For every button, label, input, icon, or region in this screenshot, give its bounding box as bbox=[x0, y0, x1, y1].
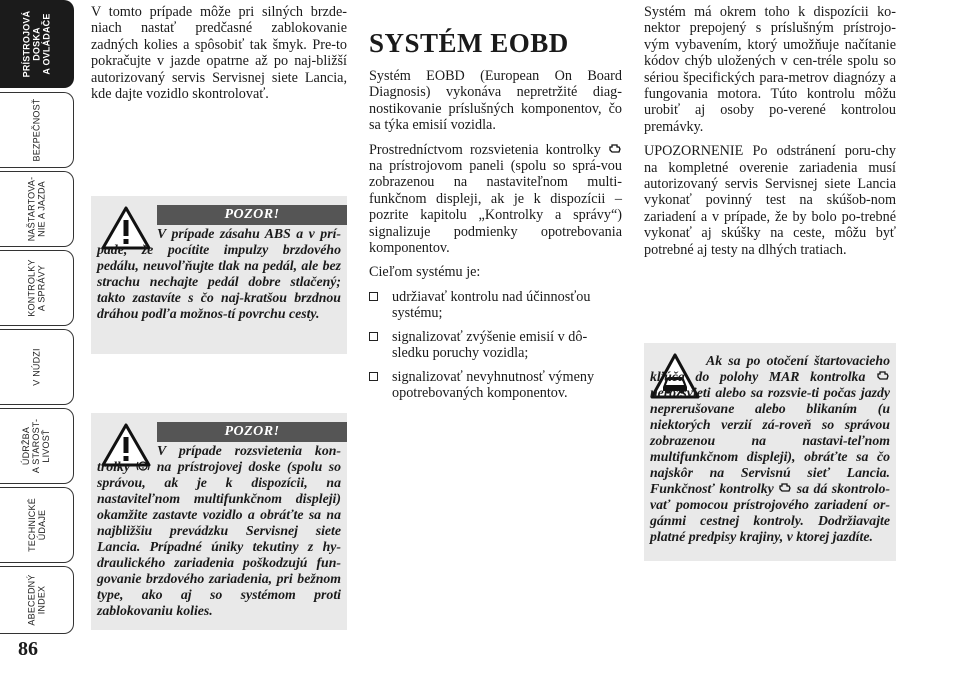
tab-abecedny-index[interactable] bbox=[0, 566, 74, 634]
tab-kontrolky[interactable] bbox=[0, 250, 74, 326]
tab-technicke-udaje[interactable] bbox=[0, 487, 74, 563]
tab-label: ÚDRŽBA A STAROST- LIVOSŤ bbox=[21, 418, 52, 474]
warning-title: POZOR! bbox=[157, 205, 347, 225]
list-item: signalizovať nevyhnutnosť výmeny opotrebovaných komponentov. bbox=[369, 369, 622, 402]
page-number: 86 bbox=[18, 638, 38, 660]
tab-label: KONTROLKY A SPRÁVY bbox=[26, 259, 47, 317]
chapter-tabs bbox=[0, 0, 78, 640]
goals-list bbox=[369, 289, 622, 401]
list-item: signalizovať zvýšenie emisií v dô-sledku poruchy vozidla; bbox=[369, 329, 622, 362]
paragraph: Systém má okrem toho k dispozícii ko-nektor prepojený s príslušným prístrojo-vým vybavením, ktorý umožňuje načítanie kódov chýb uložených v cen-tréle spolu so sériou špecifických para-metrov diagnózy a fungovania motora. Túto kontrolu môžu urobiť aj osoby po-verené kontrolou premávky. bbox=[644, 4, 896, 135]
paragraph: Cieľom systému je: bbox=[369, 264, 481, 281]
column-left bbox=[91, 4, 347, 110]
warning-box-eobd bbox=[644, 343, 896, 561]
tab-label: BEZPEČNOSŤ bbox=[31, 98, 42, 162]
brake-fault-icon bbox=[136, 460, 150, 472]
tab-label: V NÚDZI bbox=[31, 348, 42, 386]
tab-label: NAŠTARTOVA- NIE A JAZDA bbox=[26, 176, 47, 242]
tab-nastartovanie[interactable] bbox=[0, 171, 74, 247]
checkbox-bullet-icon bbox=[369, 292, 378, 301]
tab-udrzba[interactable] bbox=[0, 408, 74, 484]
paragraph: Systém EOBD (European On Board Diagnosis) vykonáva nepretržité diag-nostikovanie príslušných komponentov, čo sa týka emisií vozidla. bbox=[369, 68, 622, 134]
tab-label: PRÍSTROJOVÁ DOSKA A OVLÁDAČE bbox=[21, 10, 52, 78]
list-item: udržiavať kontrolu nad účinnosťou systému; bbox=[369, 289, 622, 322]
engine-check-icon bbox=[778, 482, 792, 494]
intro-paragraph: V tomto prípade môže pri silných brzde-niach nastať predčasné zablokovanie zadných kolies a spôsobiť tak šmyk. Pre-to pokračujte v jazde opatrne až po naj-bližší autorizovaný servis Servisnej siete Lancia, kde dajte vozidlo skontrolovať. bbox=[91, 4, 347, 103]
warning-title: POZOR! bbox=[157, 422, 347, 442]
note-paragraph: UPOZORNENIE Po odstránení poru-chy na kompletné overenie zariadenia musí autorizovaný servis Servisnej siete Lancia vykonať povinný test na skúšob-nom zariadení a v prípade, že by bolo po-trebné vykonať aj skúšky na ceste, môžu byť potrebné aj testy na dlhých tratiach. bbox=[644, 143, 896, 258]
warning-box-abs bbox=[91, 196, 347, 354]
section-heading: SYSTÉM EOBD bbox=[369, 28, 569, 58]
checkbox-bullet-icon bbox=[369, 372, 378, 381]
warning-box-brake-fluid bbox=[91, 413, 347, 630]
checkbox-bullet-icon bbox=[369, 332, 378, 341]
tab-bezpecnost[interactable] bbox=[0, 92, 74, 168]
warning-text: V prípade rozsvietenia kon-trolky na prístrojovej doske (spolu so správou, ak je k dispozícii, na nastaviteľnom multifunkčnom displeji) okamžite zastavte vozidlo a obráťte sa na najbližšiu prevádzku Servisnej siete Lancia. Prípadné úniky tekutiny z hy-draulického zariadenia poškodzujú fun-govanie brzdového zariadenia, pri bežnom type, ako aj so systémom proti zablokovaniu kolies. bbox=[97, 443, 341, 618]
tab-label: TECHNICKÉ ÚDAJE bbox=[26, 498, 47, 552]
engine-check-icon bbox=[876, 370, 890, 382]
column-middle bbox=[369, 28, 622, 408]
tab-pristrojova-doska[interactable] bbox=[0, 0, 74, 88]
tab-label: ABECEDNÝ INDEX bbox=[26, 574, 47, 626]
column-right bbox=[644, 4, 896, 266]
paragraph: Prostredníctvom rozsvietenia kontrolky na prístrojovom paneli (spolu so sprá-vou zobrazenou na nastaviteľnom multi-funkčnom displeji, ak je k dispozícii – pozrite kapitolu „Kontrolky a správy“) signalizuje podmienky opotrebovania komponentov. bbox=[369, 141, 622, 257]
warning-text: V prípade zásahu ABS a v prí-pade, že pocítite impulzy brzdového pedálu, neuvoľňujte tlak na pedál, ale bez strachu nechajte pedál dobre stlačený; takto zastavíte s čo naj-kratšou brzdnou dráhou podľa možnos-tí povrchu cesty. bbox=[97, 226, 341, 321]
engine-check-icon bbox=[608, 143, 622, 155]
tab-v-nudzi[interactable] bbox=[0, 329, 74, 405]
warning-text: Ak sa po otočení štartovacieho kľúča do polohy MAR kontrolka nerozsvieti alebo sa rozsvie-ti počas jazdy neprerušovane alebo blikaním (u niektorých verzií zá-roveň so správou zobrazenou na nastavi-teľnom multifunkčnom displeji), obráťte sa čo najskôr na Servisnú sieť Lancia. Funkčnosť kontrolky sa dá skontrolo-vať pomocou prístrojového zariadení or-gánmi cestnej kontroly. Dodržiavajte platné predpisy krajiny, v ktorej jazdíte. bbox=[650, 353, 891, 544]
